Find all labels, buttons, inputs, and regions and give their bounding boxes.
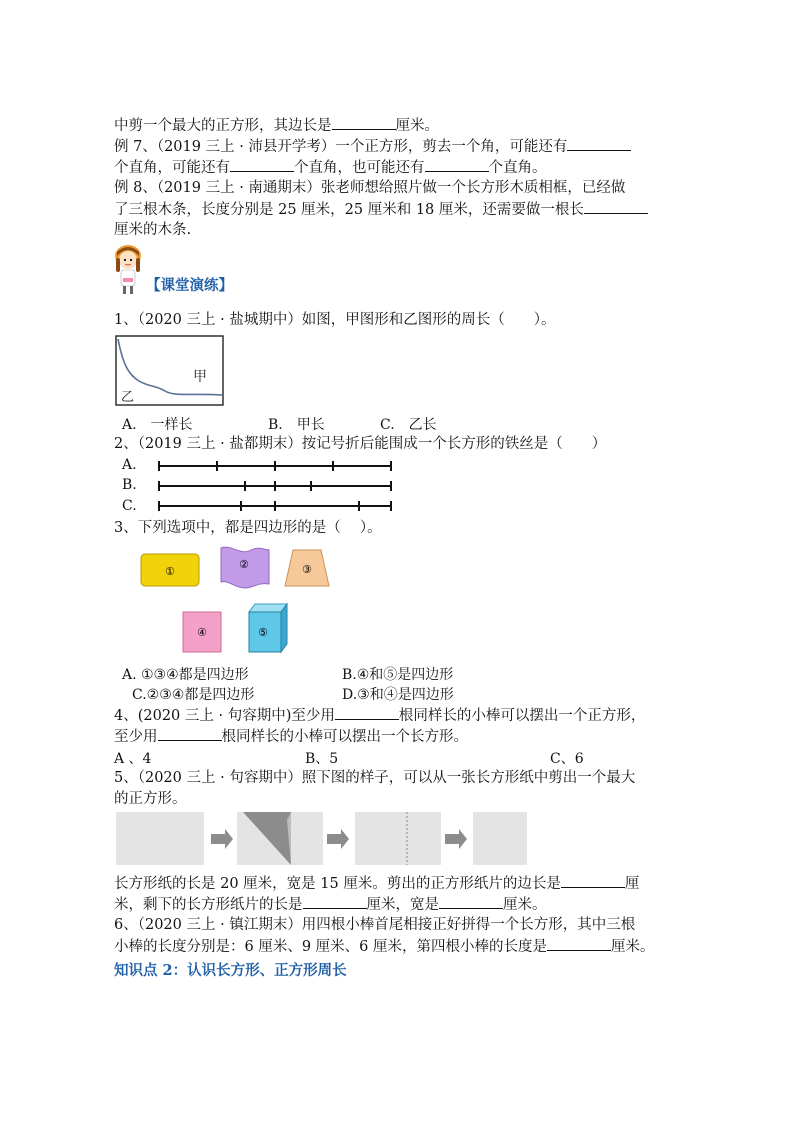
answer-blank[interactable] <box>561 873 625 888</box>
q3-option-c[interactable]: C.②③④都是四边形 <box>132 687 255 703</box>
q6-line1: 6、（2020 三上 · 镇江期末）用四根小棒首尾相接正好拼得一个长方形，其中三根 <box>114 917 636 933</box>
shape-label-5: ⑤ <box>258 626 268 639</box>
q3-option-d[interactable]: D.③和④是四边形 <box>342 687 454 703</box>
q3-shapes <box>135 542 335 657</box>
q3-option-a[interactable]: A. ①③④都是四边形 <box>122 667 249 683</box>
answer-blank[interactable] <box>335 705 399 720</box>
ex6-tail: 中剪一个最大的正方形，其边长是 厘米。 <box>114 115 439 136</box>
answer-blank[interactable] <box>567 136 631 151</box>
section-title: 【课堂演练】 <box>146 277 233 294</box>
q1-text: 1、（2020 三上 · 盐城期中）如图，甲图形和乙图形的周长（ ）。 <box>114 312 556 328</box>
q1-option-a[interactable]: A. 一样长 <box>122 417 193 433</box>
label-jia: 甲 <box>193 369 207 385</box>
q5-line1: 5、（2020 三上 · 句容期中）照下图的样子，可以从一张长方形纸中剪出一个最大 <box>114 770 636 786</box>
ex7-line1: 例 7、（2019 三上 · 沛县开学考）一个正方形，剪去一个角，可能还有 <box>114 136 631 157</box>
knowledge-point-title: 知识点 2：认识长方形、正方形周长 <box>114 962 347 979</box>
ex8-line1: 例 8、（2019 三上 · 南通期末）张老师想给照片做一个长方形木质相框，已经做 <box>114 180 626 196</box>
answer-blank[interactable] <box>547 936 611 951</box>
answer-blank[interactable] <box>425 157 489 172</box>
answer-blank[interactable] <box>332 115 396 130</box>
shape-label-2: ② <box>239 558 249 571</box>
q1-option-b[interactable]: B. 甲长 <box>268 417 325 433</box>
q1-figure <box>115 335 225 407</box>
q5-paper-steps <box>115 810 530 868</box>
q2-option-a[interactable]: A. <box>122 457 137 473</box>
q4-line2: 至少用 根同样长的小棒可以摆出一个长方形。 <box>114 726 468 747</box>
arrow-right-icon <box>327 829 349 849</box>
ex8-line2: 了三根木条，长度分别是 25 厘米，25 厘米和 18 厘米，还需要做一根长 <box>114 199 648 220</box>
q4-option-b[interactable]: B、5 <box>305 751 339 767</box>
q3-option-b[interactable]: B.④和⑤是四边形 <box>342 667 454 683</box>
label-yi: 乙 <box>121 390 135 405</box>
shape-label-1: ① <box>165 565 175 578</box>
ex8-line3: 厘米的木条. <box>114 222 192 238</box>
q4-line1: 4、(2020 三上 · 句容期中)至少用 根同样长的小棒可以摆出一个正方形， <box>114 705 645 726</box>
q2-option-b[interactable]: B. <box>122 477 137 493</box>
ex7-line2: 个直角，可能还有 个直角，也可能还有 个直角。 <box>114 157 547 178</box>
answer-blank[interactable] <box>584 199 648 214</box>
answer-blank[interactable] <box>303 894 367 909</box>
q5-line2: 的正方形。 <box>114 791 187 807</box>
q4-option-c[interactable]: C、6 <box>550 751 584 767</box>
arrow-right-icon <box>211 829 233 849</box>
q1-option-c[interactable]: C. 乙长 <box>380 417 437 433</box>
q3-text: 3、下列选项中，都是四边形的是（ ）。 <box>114 520 382 536</box>
q4-option-a[interactable]: A 、4 <box>114 751 152 767</box>
shape-label-3: ③ <box>302 563 312 576</box>
answer-blank[interactable] <box>230 157 294 172</box>
q2-option-c[interactable]: C. <box>122 498 137 514</box>
answer-blank[interactable] <box>158 726 222 741</box>
q5-line4: 米，剩下的长方形纸片的长是 厘米，宽是 厘米。 <box>114 894 547 915</box>
girl-mascot-icon <box>112 242 144 296</box>
q2-wires <box>155 458 395 514</box>
answer-blank[interactable] <box>439 894 503 909</box>
arrow-right-icon <box>445 829 467 849</box>
q5-line3: 长方形纸的长是 20 厘米，宽是 15 厘米。剪出的正方形纸片的边长是 厘 <box>114 873 639 894</box>
shape-label-4: ④ <box>197 626 207 639</box>
q6-line2: 小棒的长度分别是：6 厘米、9 厘米、6 厘米，第四根小棒的长度是 厘米。 <box>114 936 655 957</box>
q2-text: 2、（2019 三上 · 盐都期末）按记号折后能围成一个长方形的铁丝是（ ） <box>114 436 607 452</box>
